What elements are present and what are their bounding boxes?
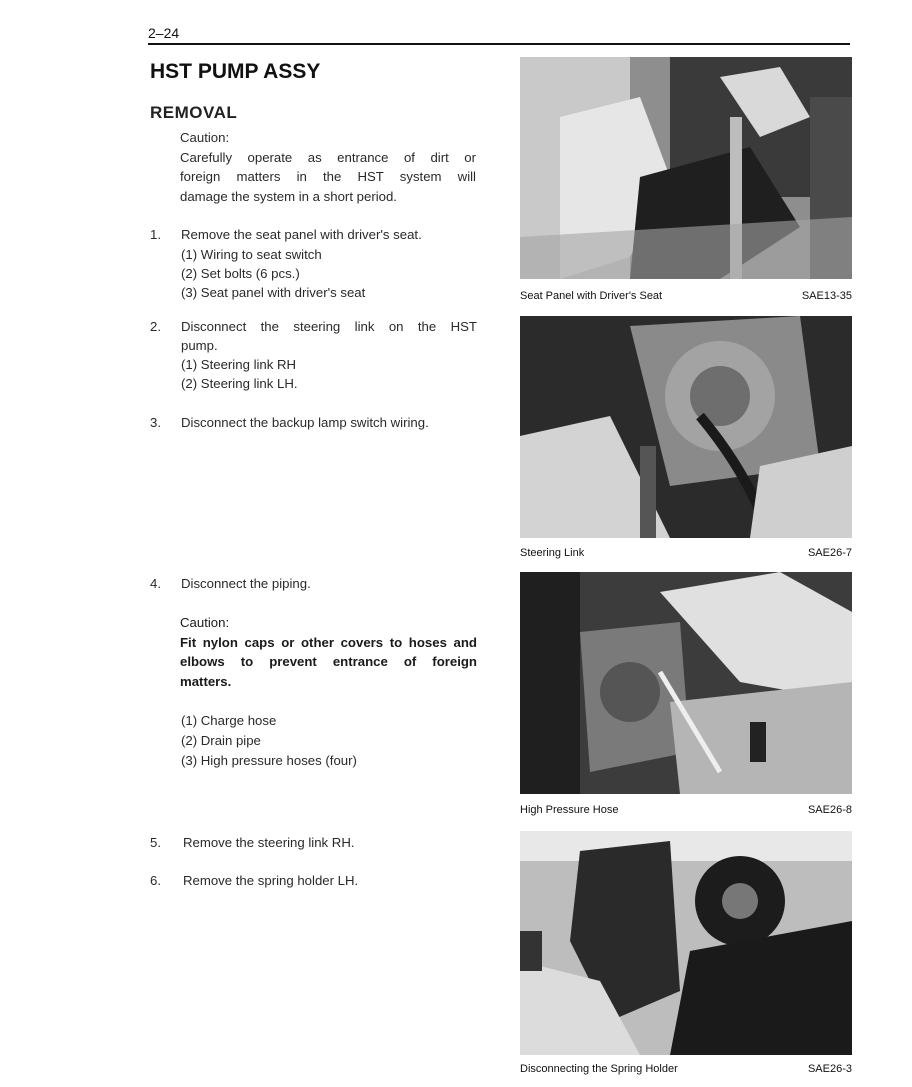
sub-item: (1) Steering link RH bbox=[181, 357, 297, 372]
caution-line: Fit nylon caps or other covers to hoses and bbox=[180, 634, 477, 650]
caution-line: matters. bbox=[180, 673, 232, 689]
section-title-removal: REMOVAL bbox=[150, 103, 238, 122]
step-3 bbox=[150, 413, 480, 433]
photo-spring-holder bbox=[520, 831, 852, 1055]
step-text: Remove the seat panel with driver's seat. bbox=[181, 227, 422, 242]
step-text: Disconnect the steering link on the HST bbox=[181, 319, 477, 334]
caption-text: Disconnecting the Spring Holder bbox=[520, 1063, 678, 1075]
sub-item: (1) Wiring to seat switch bbox=[181, 247, 322, 262]
step-text: Disconnect the backup lamp switch wiring. bbox=[181, 415, 429, 430]
caption-text: Seat Panel with Driver's Seat bbox=[520, 290, 663, 302]
step-5 bbox=[150, 833, 480, 853]
caption-text: Steering Link bbox=[520, 547, 585, 559]
caution-line: Carefully operate as entrance of dirt or bbox=[180, 149, 476, 165]
photo-seat-panel bbox=[520, 57, 852, 279]
sub-item: (3) Seat panel with driver's seat bbox=[181, 285, 366, 300]
sub-item: (3) High pressure hoses (four) bbox=[181, 753, 357, 768]
page-title: HST PUMP ASSY bbox=[150, 60, 321, 83]
step-text-continued: pump. bbox=[181, 338, 218, 353]
caption-text: High Pressure Hose bbox=[520, 804, 619, 816]
step-6 bbox=[150, 871, 480, 891]
caption-code: SAE26-8 bbox=[807, 804, 852, 816]
step-1 bbox=[150, 225, 480, 245]
page-number: 2–24 bbox=[148, 25, 180, 41]
caution-label: Caution: bbox=[180, 615, 230, 630]
header-rule bbox=[148, 43, 850, 45]
step-text: Remove the steering link RH. bbox=[183, 835, 355, 850]
sub-item: (2) Drain pipe bbox=[181, 733, 261, 748]
caution-label: Caution: bbox=[180, 130, 230, 145]
caution-line: elbows to prevent entrance of foreign bbox=[180, 654, 477, 669]
caution-block-2 bbox=[180, 613, 477, 691]
step-number: 1. bbox=[150, 227, 161, 242]
step-text: Disconnect the piping. bbox=[181, 576, 311, 591]
sub-item: (2) Steering link LH. bbox=[181, 376, 298, 391]
caution-line: damage the system in a short period. bbox=[180, 188, 397, 204]
photo-high-pressure-hose bbox=[520, 572, 852, 794]
caption-code: SAE26-7 bbox=[807, 547, 852, 559]
sub-item: (1) Charge hose bbox=[181, 713, 277, 728]
photo-steering-link bbox=[520, 316, 852, 538]
caption-code: SAE26-3 bbox=[807, 1063, 852, 1075]
step-number: 3. bbox=[150, 415, 161, 430]
step-number: 6. bbox=[150, 873, 161, 888]
step-4 bbox=[150, 574, 480, 594]
caution-line: foreign matters in the HST system will bbox=[180, 169, 476, 184]
sub-item: (2) Set bolts (6 pcs.) bbox=[181, 266, 300, 281]
caption-code: SAE13-35 bbox=[801, 290, 852, 302]
step-number: 2. bbox=[150, 319, 161, 334]
step-number: 4. bbox=[150, 576, 161, 591]
caution-block-1 bbox=[180, 128, 476, 206]
step-number: 5. bbox=[150, 835, 161, 850]
step-text: Remove the spring holder LH. bbox=[183, 873, 359, 888]
